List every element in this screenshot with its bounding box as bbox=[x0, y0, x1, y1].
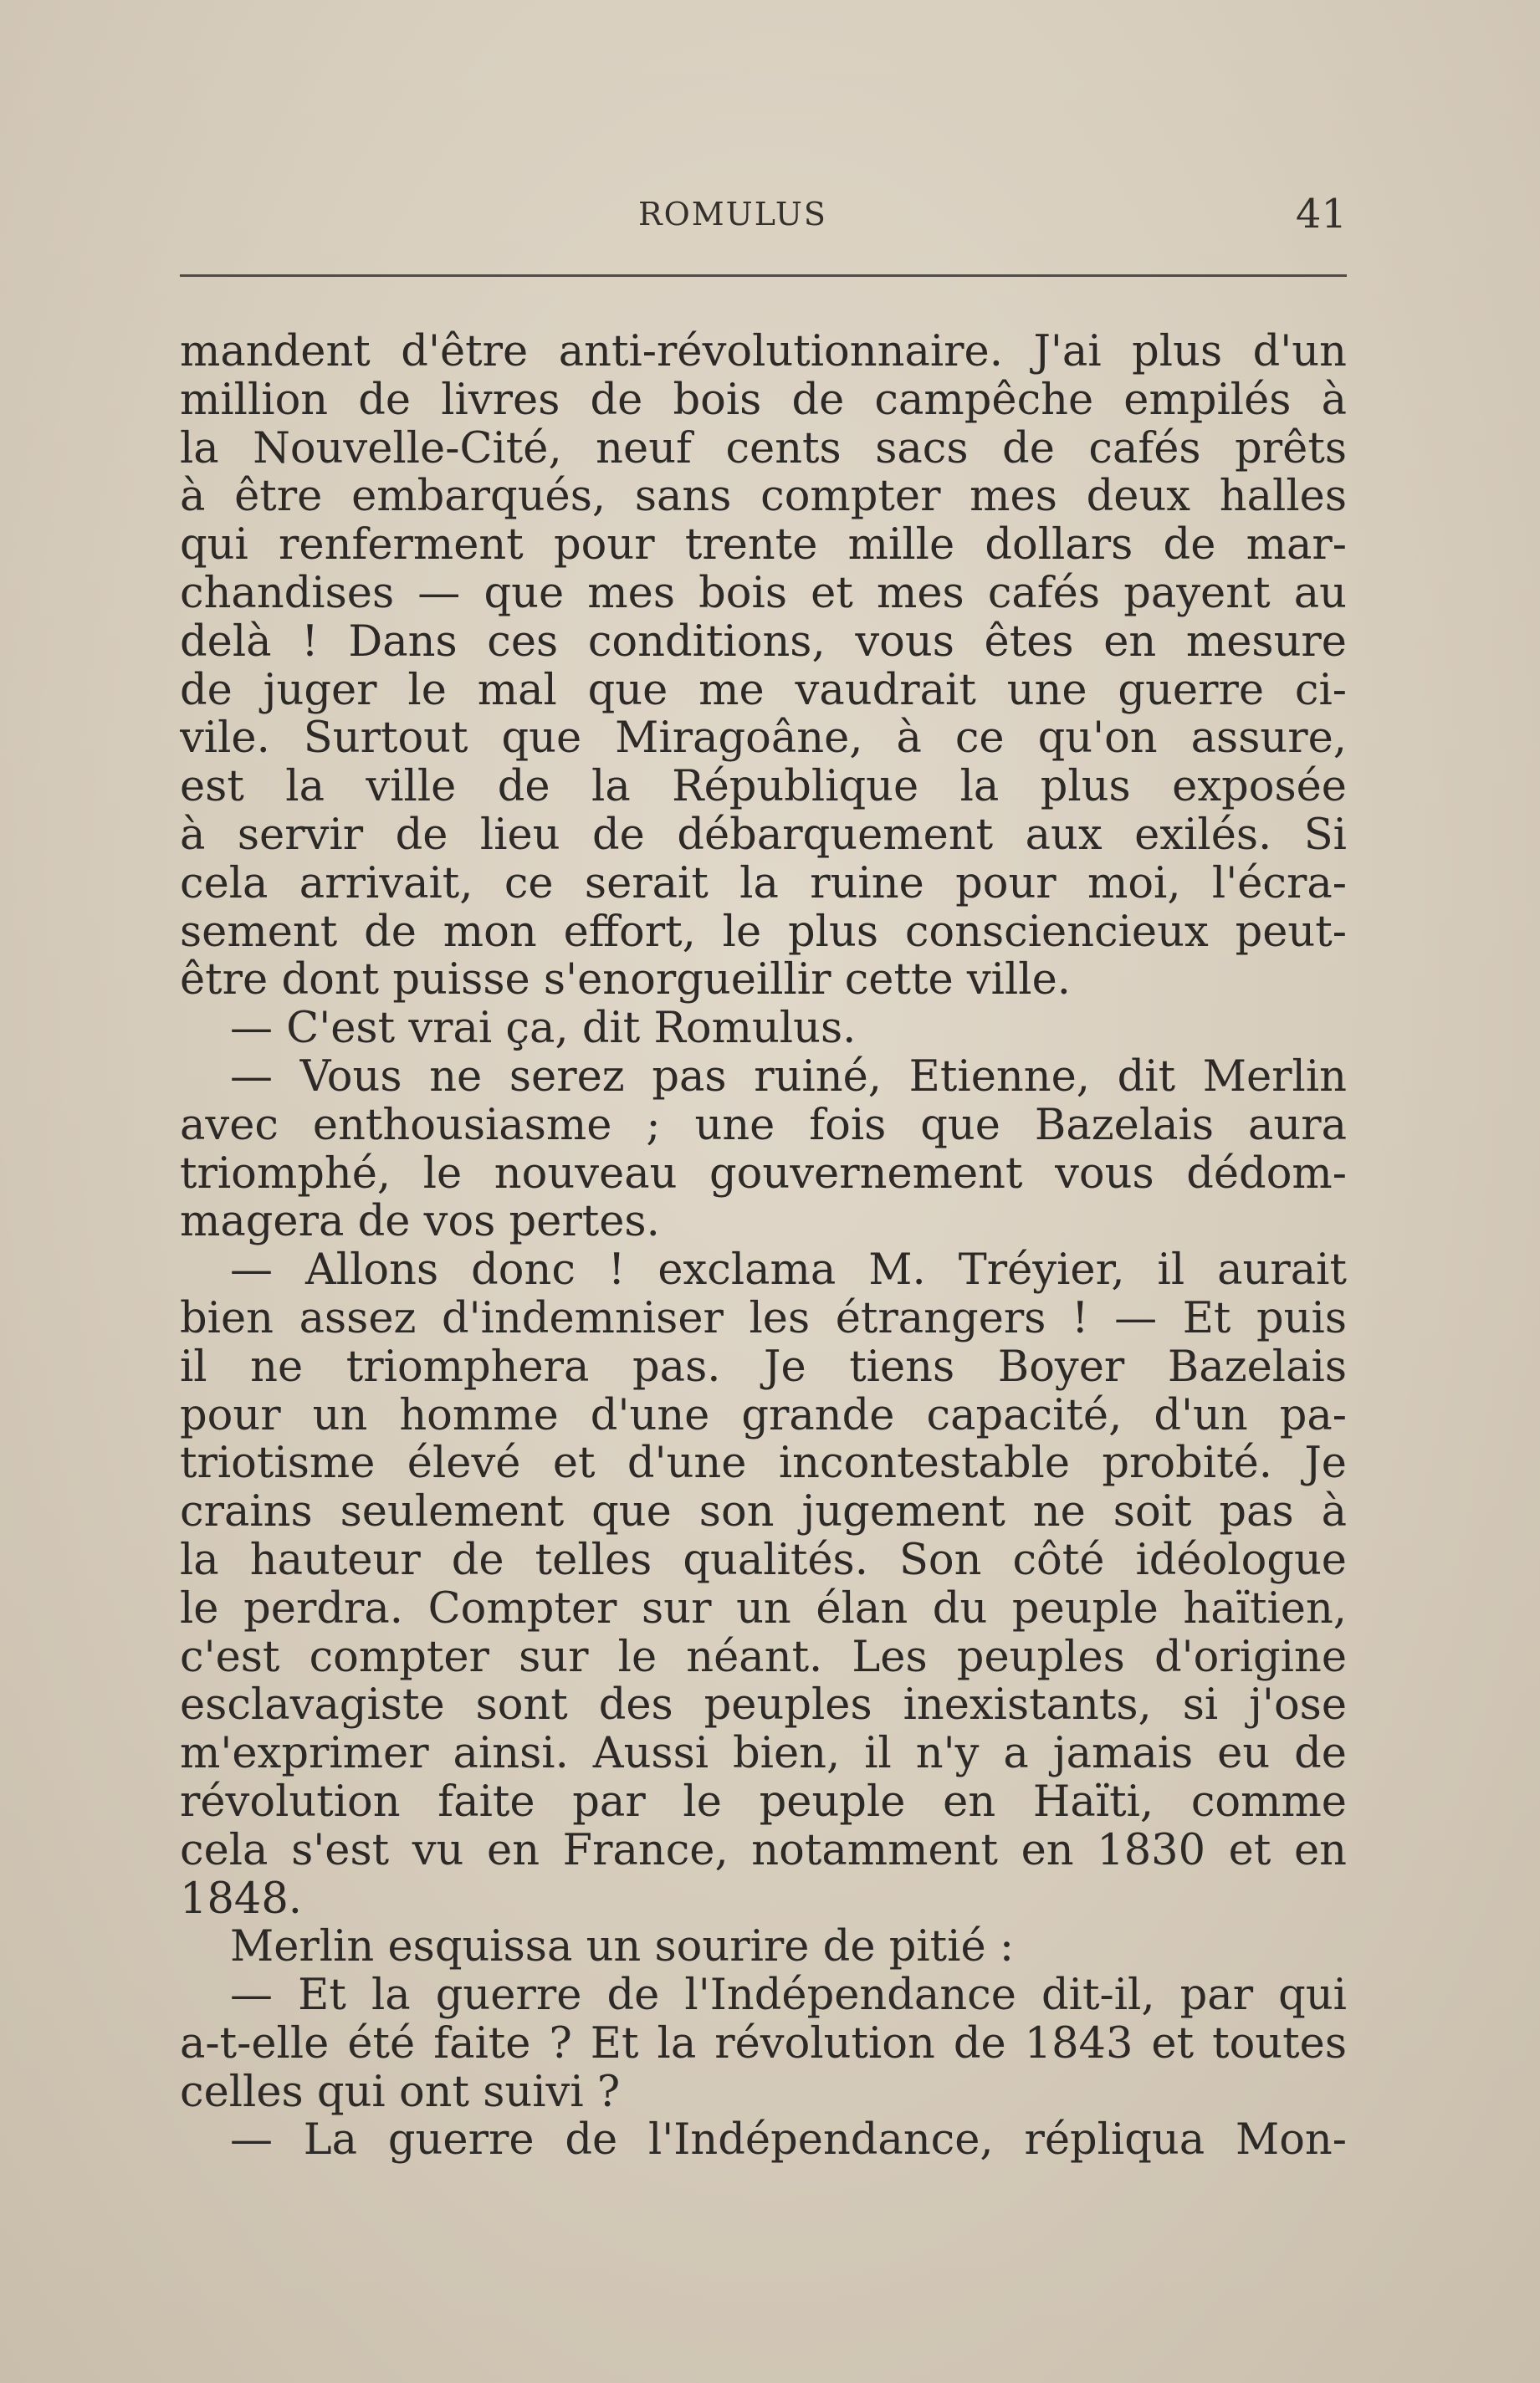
text-line: avec enthousiasme ; une fois que Bazelais aura bbox=[180, 1101, 1347, 1150]
text-line: sement de mon effort, le plus consciencieux peut- bbox=[180, 908, 1347, 957]
text-line: a-t-elle été faite ? Et la révolution de 1843 et toutes bbox=[180, 2019, 1347, 2069]
text-line: bien assez d'indemniser les étrangers ! — Et puis bbox=[180, 1294, 1347, 1343]
text-line: magera de vos pertes. bbox=[180, 1198, 660, 1247]
text-line: crains seulement que son jugement ne soit pas à bbox=[180, 1488, 1347, 1537]
text-line: — La guerre de l'Indépendance, répliqua Mon- bbox=[230, 2116, 1347, 2166]
page-number: 41 bbox=[1295, 191, 1347, 238]
text-line: révolution faite par le peuple en Haïti, comme bbox=[180, 1777, 1347, 1827]
text-line: à être embarqués, sans compter mes deux halles bbox=[180, 473, 1347, 522]
text-line: qui renferment pour trente mille dollars de mar- bbox=[180, 521, 1347, 570]
header-rule bbox=[180, 274, 1347, 277]
text-line: — Vous ne serez pas ruiné, Etienne, dit Merlin bbox=[230, 1052, 1347, 1102]
text-line: million de livres de bois de campêche empilés à bbox=[180, 376, 1347, 425]
text-line: m'exprimer ainsi. Aussi bien, il n'y a jamais eu de bbox=[180, 1730, 1347, 1778]
running-title: ROMULUS bbox=[638, 196, 827, 233]
text-line: à servir de lieu de débarquement aux exilés. Si bbox=[180, 811, 1347, 860]
text-line: esclavagiste sont des peuples inexistants, si j'ose bbox=[180, 1681, 1347, 1731]
text-line: — Et la guerre de l'Indépendance dit-il, par qui bbox=[230, 1971, 1347, 2020]
text-line: c'est compter sur le néant. Les peuples d'origine bbox=[180, 1633, 1347, 1682]
text-line: 1848. bbox=[180, 1874, 303, 1924]
text-line: celles qui ont suivi ? bbox=[180, 2068, 621, 2117]
text-line: cela s'est vu en France, notamment en 1830 et en bbox=[180, 1826, 1347, 1875]
text-line: vile. Surtout que Miragoâne, à ce qu'on assure, bbox=[180, 714, 1347, 764]
body-text bbox=[180, 328, 1347, 2165]
text-line: triomphé, le nouveau gouvernement vous dédom- bbox=[180, 1149, 1347, 1199]
text-line: Merlin esquissa un sourire de pitié : bbox=[230, 1923, 1015, 1972]
text-line: triotisme élevé et d'une incontestable probité. Je bbox=[180, 1440, 1347, 1489]
text-line: être dont puisse s'enorgueillir cette ville. bbox=[180, 956, 1071, 1005]
text-line: pour un homme d'une grande capacité, d'un pa- bbox=[180, 1391, 1347, 1440]
text-line: il ne triomphera pas. Je tiens Boyer Bazelais bbox=[180, 1342, 1347, 1392]
text-line: cela arrivait, ce serait la ruine pour moi, l'écra- bbox=[180, 859, 1347, 908]
text-line: chandises — que mes bois et mes cafés payent au bbox=[180, 569, 1347, 618]
text-line: delà ! Dans ces conditions, vous êtes en mesure bbox=[180, 617, 1347, 667]
text-line: est la ville de la République la plus exposée bbox=[180, 763, 1347, 811]
text-line: la Nouvelle-Cité, neuf cents sacs de cafés prêts bbox=[180, 424, 1347, 473]
text-line: mandent d'être anti-révolutionnaire. J'ai plus d'un bbox=[180, 328, 1347, 376]
text-line: — Allons donc ! exclama M. Tréyier, il aurait bbox=[230, 1246, 1347, 1295]
text-line: le perdra. Compter sur un élan du peuple haïtien, bbox=[180, 1584, 1347, 1634]
text-line: — C'est vrai ça, dit Romulus. bbox=[230, 1005, 857, 1053]
text-line: de juger le mal que me vaudrait une guerre ci- bbox=[180, 666, 1347, 715]
page-header bbox=[180, 191, 1347, 249]
text-line: la hauteur de telles qualités. Son côté idéologue bbox=[180, 1536, 1347, 1585]
